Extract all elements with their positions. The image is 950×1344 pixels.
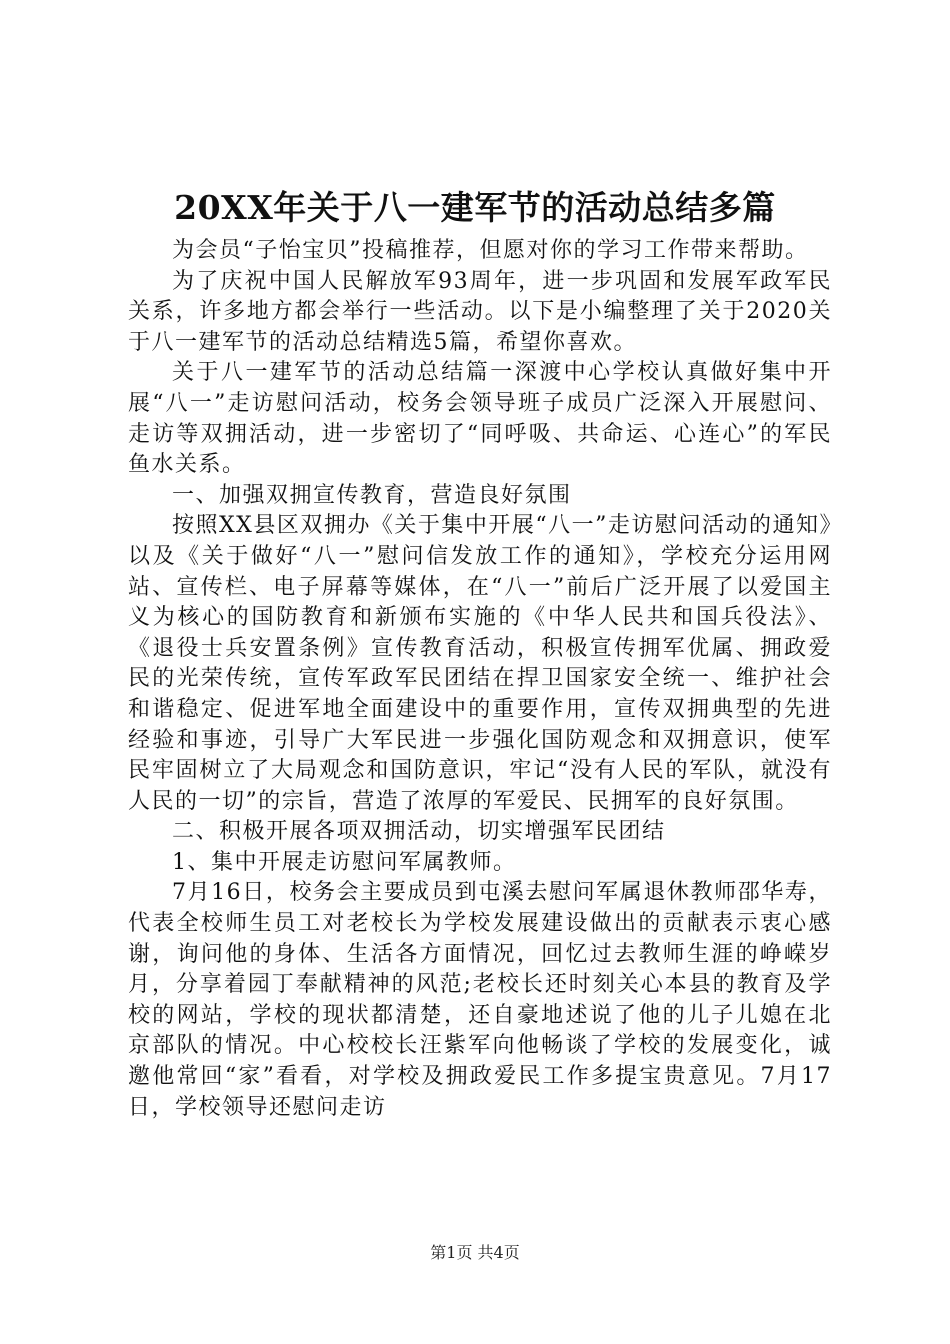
document-title: 20XX年关于八一建军节的活动总结多篇	[174, 188, 776, 227]
page-number-footer: 第1页 共4页	[430, 1243, 520, 1262]
section-heading-two: 二、积极开展各项双拥活动，切实增强军民团结	[172, 819, 666, 845]
paragraph-publicity: 按照XX县区双拥办《关于集中开展“八一”走访慰问活动的通知》以及《关于做好“八一”慰问信发放工作的通知》，学校充分运用网站、宣传栏、电子屏幕等媒体，在“八一”前后广泛开展了以爱国主义为核心的国防教育和新颁布实施的《中华人民共和国兵役法》、《退役士兵安置条例》宣传教育活动，积极宣传拥军优属、拥政爱民的光荣传统，宣传军政军民团结在捍卫国家安全统一、维护社会和谐稳定、促进军地全面建设中的重要作用，宣传双拥典型的先进经验和事迹，引导广大军民进一步强化国防观念和双拥意识，使军民牢固树立了大局观念和国防意识，牢记“没有人民的军队，就没有人民的一切”的宗旨，营造了浓厚的军爱民、民拥军的良好氛围。	[128, 513, 832, 814]
paragraph-summary-one: 关于八一建军节的活动总结篇一深渡中心学校认真做好集中开展“八一”走访慰问活动，校务会领导班子成员广泛深入开展慰问、走访等双拥活动，进一步密切了“同呼吸、共命运、心连心”的军民鱼水关系。	[128, 360, 832, 478]
section-heading-one: 一、加强双拥宣传教育，营造良好氛围	[172, 482, 572, 508]
subsection-heading-one: 1、集中开展走访慰问军属教师。	[172, 849, 517, 875]
document-body	[128, 236, 832, 1123]
paragraph-background: 为了庆祝中国人民解放军93周年，进一步巩固和发展军政军民关系，许多地方都会举行一些活动。以下是小编整理了关于2020关于八一建军节的活动总结精选5篇，希望你喜欢。	[128, 268, 832, 355]
paragraph-visit: 7月16日，校务会主要成员到屯溪去慰问军属退休教师邵华寿，代表全校师生员工对老校长为学校发展建设做出的贡献表示衷心感谢，询问他的身体、生活各方面情况，回忆过去教师生涯的峥嵘岁月，分享着园丁奉献精神的风范;老校长还时刻关心本县的教育及学校的网站，学校的现状都清楚，还自豪地述说了他的儿子儿媳在北京部队的情况。中心校校长汪紫军向他畅谈了学校的发展变化，诚邀他常回“家”看看，对学校及拥政爱民工作多提宝贵意见。7月17日，学校领导还慰问走访	[128, 880, 832, 1120]
paragraph-intro: 为会员“子怡宝贝”投稿推荐，但愿对你的学习工作带来帮助。	[172, 238, 809, 263]
